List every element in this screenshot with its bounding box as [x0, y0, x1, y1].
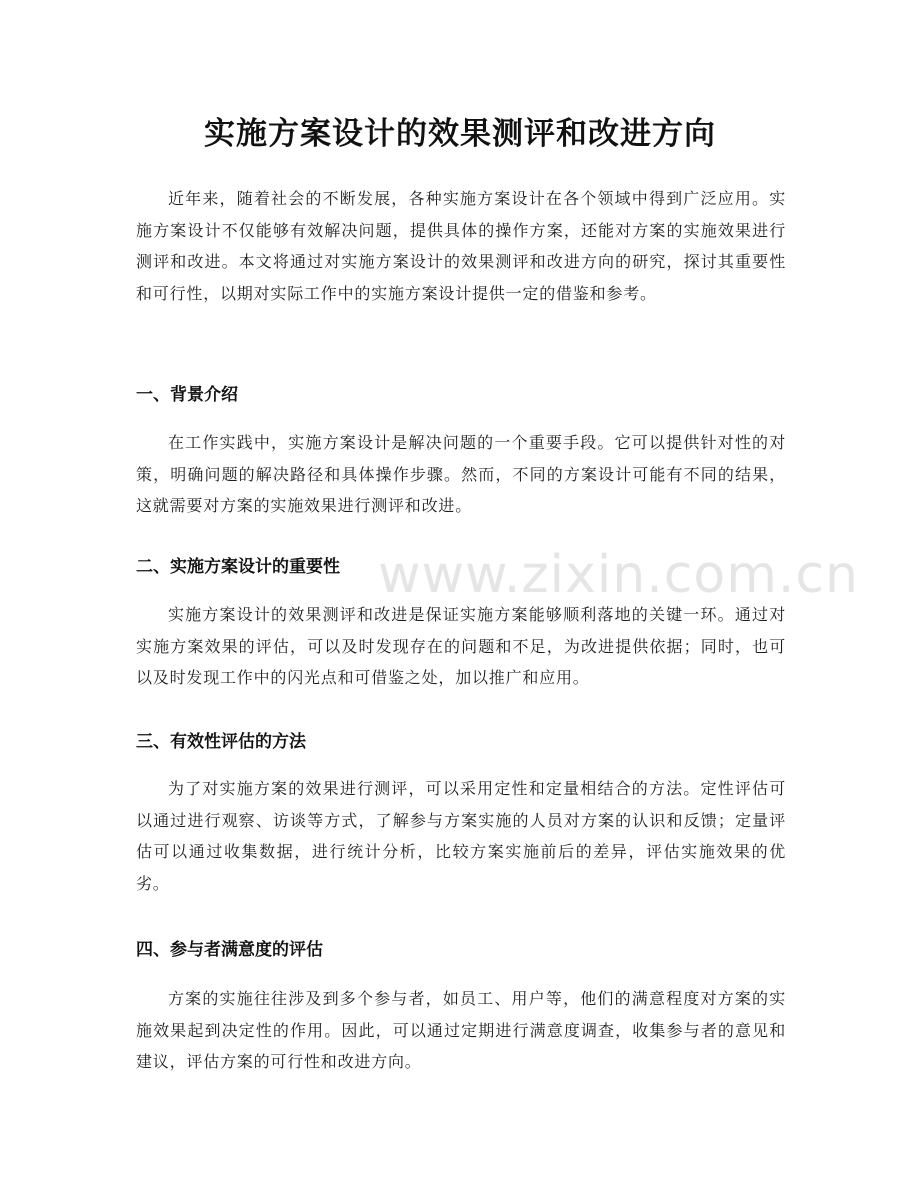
section-body-background: 在工作实践中，实施方案设计是解决问题的一个重要手段。它可以提供针对性的对策，明确问题的解决路径和具体操作步骤。然而，不同的方案设计可能有不同的结果，这就需要对方案的实施效果进行测评和改进。 [136, 433, 786, 515]
section-body-importance: 实施方案设计的效果测评和改进是保证实施方案能够顺利落地的关键一环。通过对实施方案效果的评估，可以及时发现存在的问题和不足，为改进提供依据；同时，也可以及时发现工作中的闪光点和可借鉴之处，加以推广和应用。 [136, 605, 786, 687]
document-title: 实施方案设计的效果测评和改进方向 [204, 116, 716, 152]
intro-paragraph: 近年来，随着社会的不断发展，各种实施方案设计在各个领域中得到广泛应用。实施方案设计不仅能够有效解决问题，提供具体的操作方案，还能对方案的实施效果进行测评和改进。本文将通过对实施方案设计的效果测评和改进方向的研究，探讨其重要性和可行性，以期对实际工作中的实施方案设计提供一定的借鉴和参考。 [136, 189, 786, 303]
watermark: www.zixin.com.cn [378, 545, 859, 605]
section-body-satisfaction: 方案的实施往往涉及到多个参与者，如员工、用户等，他们的满意程度对方案的实施效果起到决定性的作用。因此，可以通过定期进行满意度调查，收集参与者的意见和建议，评估方案的可行性和改进方向。 [136, 989, 786, 1071]
section-heading-methods: 三、有效性评估的方法 [136, 732, 306, 752]
section-heading-satisfaction: 四、参与者满意度的评估 [136, 940, 323, 960]
section-heading-background: 一、背景介绍 [136, 385, 238, 405]
section-heading-importance: 二、实施方案设计的重要性 [136, 557, 340, 577]
section-body-methods: 为了对实施方案的效果进行测评，可以采用定性和定量相结合的方法。定性评估可以通过进行观察、访谈等方式，了解参与方案实施的人员对方案的认识和反馈；定量评估可以通过收集数据，进行统计分析，比较方案实施前后的差异，评估实施效果的优劣。 [136, 779, 786, 893]
